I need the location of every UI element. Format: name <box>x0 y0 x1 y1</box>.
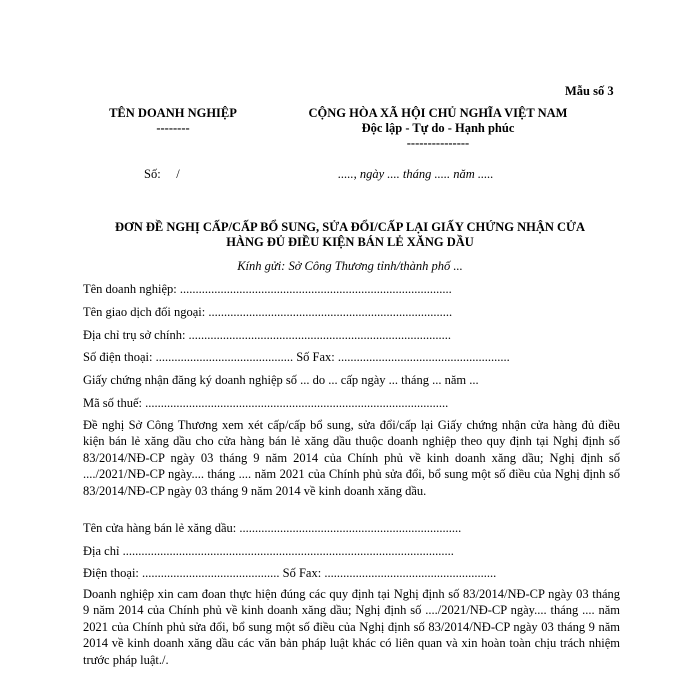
commitment-paragraph: Doanh nghiệp xin cam đoan thực hiện đúng các quy định tại Nghị định số 83/2014/NĐ-CP ngày 03 tháng 9 năm 2014 của Chính phủ về kinh doanh xăng dầu; Nghị định số ..../2021/NĐ-CP ngày.... tháng .... năm 2021 của Chính phủ sửa đổi, bổ sung một số điều của Nghị định số 83/2014/NĐ-CP ngày 03 tháng 9 năm 2014 về kinh doanh xăng dầu các văn bản pháp luật khác có liên quan và xin hoàn toàn chịu trách nhiệm trước pháp luật./. <box>83 587 620 667</box>
field-registration: Giấy chứng nhận đăng ký doanh nghiệp số ... do ... cấp ngày ... tháng ... năm ... <box>83 373 479 387</box>
field-store-name: Tên cửa hàng bán lẻ xăng dầu: ....................................................................... <box>83 521 462 535</box>
company-header <box>98 106 248 136</box>
document-date: ....., ngày .... tháng ..... năm ..... <box>338 167 494 181</box>
field-store-address: Địa chỉ .......................................................................................................... <box>83 544 454 558</box>
recipient-line: Kính gửi: Sở Công Thương tỉnh/thành phố ... <box>237 259 463 273</box>
request-paragraph: Đề nghị Sở Công Thương xem xét cấp/cấp bổ sung, sửa đổi/cấp lại Giấy chứng nhận cửa hàng đủ điều kiện bán lẻ xăng dầu cho cửa hàng bán lẻ xăng dầu thuộc doanh nghiệp theo quy định tại Nghị định số 83/2014/NĐ-CP ngày 03 tháng 9 năm 2014 của Chính phủ về kinh doanh xăng dầu; Nghị định số ..../2021/NĐ-CP ngày.... tháng .... năm 2021 của Chính phủ sửa đổi, bổ sung một số điều của Nghị định số 83/2014/NĐ-CP ngày 03 tháng 9 năm 2014 về kinh doanh xăng dầu. <box>83 418 620 498</box>
field-foreign-name: Tên giao dịch đối ngoại: .............................................................................. <box>83 305 453 319</box>
national-title: CỘNG HÒA XÃ HỘI CHỦ NGHĨA VIỆT NAM <box>308 106 568 120</box>
field-store-phone-fax: Điện thoại: ............................................ Số Fax: ....................................................... <box>83 566 497 580</box>
field-company-name: Tên doanh nghiệp: ....................................................................................... <box>83 282 452 296</box>
title-line-1: ĐƠN ĐỀ NGHỊ CẤP/CẤP BỔ SUNG, SỬA ĐỔI/CẤP LẠI GIẤY CHỨNG NHẬN CỬA <box>114 220 586 234</box>
document-title <box>70 220 630 250</box>
national-motto: Độc lập - Tự do - Hạnh phúc <box>361 121 515 135</box>
company-name-placeholder: TÊN DOANH NGHIỆP <box>109 106 237 120</box>
national-divider: --------------- <box>406 136 470 150</box>
field-tax-code: Mã số thuế: ................................................................................................. <box>83 396 449 410</box>
field-phone-fax: Số điện thoại: ............................................ Số Fax: ....................................................... <box>83 350 510 364</box>
field-head-office: Địa chỉ trụ sở chính: .................................................................................... <box>83 328 452 342</box>
company-divider: -------- <box>156 121 190 135</box>
form-number: Mẫu số 3 <box>565 84 614 98</box>
national-header <box>278 106 598 151</box>
title-line-2: HÀNG ĐỦ ĐIỀU KIỆN BÁN LẺ XĂNG DẦU <box>226 235 474 249</box>
document-number: Số: / <box>144 167 180 181</box>
